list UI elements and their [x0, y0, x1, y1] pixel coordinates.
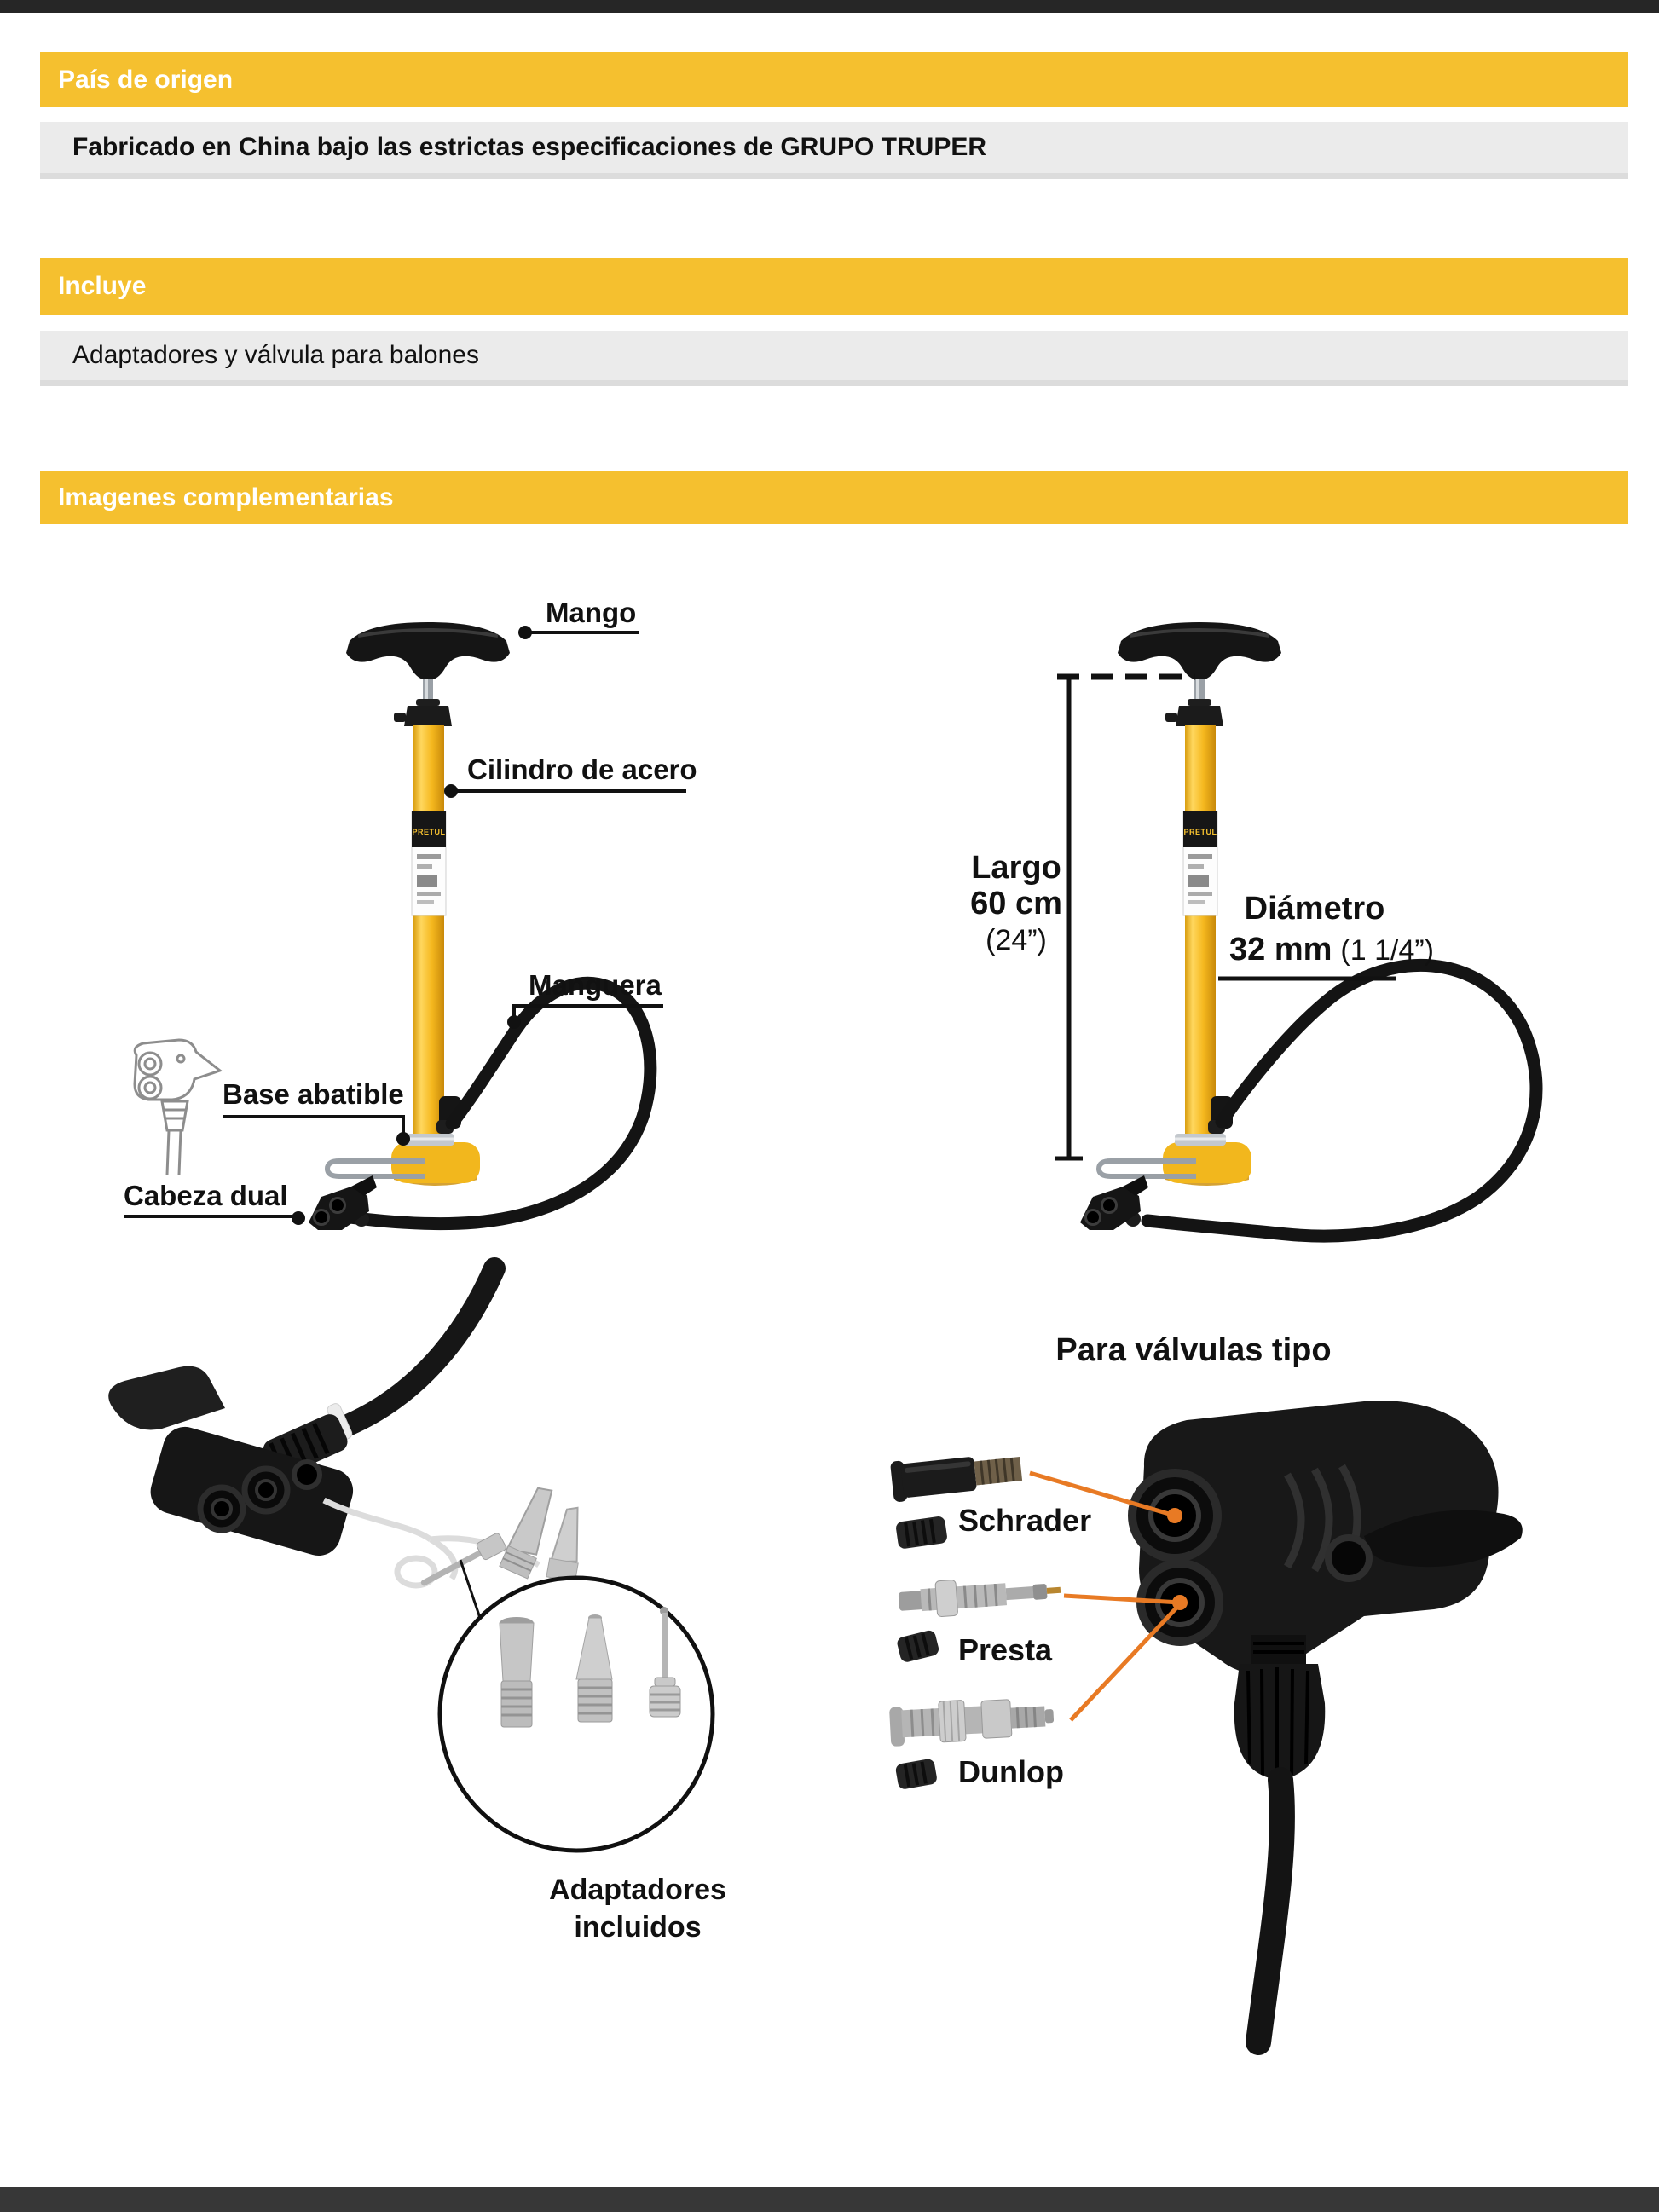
section-header-origin — [40, 52, 1628, 107]
thread-line — [928, 1589, 930, 1611]
knurled-nut — [981, 1700, 1012, 1739]
presta-cap-group — [896, 1629, 940, 1663]
leader-dot-manguera — [507, 1015, 521, 1029]
section-header-origin-label: País de origen — [58, 65, 234, 94]
label-largo: Largo — [971, 850, 1061, 886]
includes-text: Adaptadores y válvula para balones — [72, 341, 479, 369]
thread-line — [974, 1585, 976, 1608]
section-header-includes-label: Incluye — [58, 272, 147, 300]
head-port — [331, 1198, 345, 1213]
valve-pin — [1047, 1587, 1061, 1594]
adapters-caption-line1: Adaptadores — [549, 1874, 726, 1906]
label-manguera: Manguera — [529, 969, 662, 1001]
cap-clip — [394, 713, 406, 722]
cylinder-cap — [1176, 706, 1223, 726]
pump-illustration — [1080, 622, 1536, 1236]
label-dunlop: Dunlop — [958, 1754, 1064, 1789]
cone — [551, 1505, 586, 1566]
brand-text: PRETUL — [412, 828, 446, 836]
thread-line — [985, 1585, 986, 1607]
thread-line — [911, 1710, 913, 1737]
head-port — [315, 1210, 329, 1225]
thread-line — [922, 1709, 923, 1736]
dual-head — [309, 1175, 377, 1230]
valve-tip-thread — [1010, 1707, 1045, 1729]
knurled-nut — [935, 1580, 958, 1617]
schrader-valve — [890, 1448, 1091, 1550]
attached-adapter-cone — [546, 1505, 587, 1582]
inset-needle-rod — [662, 1613, 668, 1681]
pump-illustration — [309, 622, 650, 1230]
label-line — [1188, 900, 1205, 904]
leader-base — [223, 1117, 403, 1135]
presta-valve — [896, 1573, 1062, 1667]
section-header-images — [40, 471, 1628, 524]
lineart-cone — [162, 1101, 188, 1130]
dunlop-body-group — [889, 1695, 1055, 1747]
dimensioned-pump-figure — [938, 588, 1586, 1279]
thread-line — [1017, 1707, 1018, 1728]
adapters-caption-line2: incluidos — [574, 1911, 702, 1943]
rod-collar — [1188, 699, 1211, 706]
dual-head — [1080, 1175, 1148, 1230]
lineart-port-inner — [145, 1059, 155, 1069]
head-port — [1102, 1198, 1117, 1213]
label-line — [1188, 892, 1212, 896]
piston-rod-highlight — [425, 679, 428, 701]
lineart-pivot — [177, 1055, 184, 1062]
pump-cylinder — [1185, 725, 1216, 1144]
label-mango: Mango — [546, 597, 637, 628]
adapter-lanyard — [324, 1500, 539, 1585]
thread-line — [1034, 1707, 1035, 1727]
label-diametro-value — [1229, 932, 1434, 967]
label-cabeza: Cabeza dual — [124, 1180, 288, 1211]
leader-dot-cabeza — [292, 1211, 305, 1225]
dunlop-cap-group — [895, 1758, 939, 1790]
valves-title: Para válvulas tipo — [1055, 1332, 1332, 1368]
head-port-inner — [257, 1481, 275, 1499]
head-neck — [1251, 1635, 1306, 1664]
schrader-body-group — [890, 1448, 1023, 1503]
head-pivot — [294, 1462, 320, 1487]
label-line — [1188, 854, 1212, 859]
label-cilindro: Cilindro de acero — [467, 754, 697, 785]
label-line — [417, 864, 432, 869]
top-divider-bar — [0, 0, 1659, 13]
coupling-rib — [1306, 1671, 1308, 1764]
label-line — [417, 892, 441, 896]
label-line — [1188, 864, 1204, 869]
coupling-rib — [1262, 1669, 1263, 1775]
piston-rod-highlight — [1196, 679, 1199, 701]
leader-dot-cilindro — [444, 784, 458, 798]
coupling-rib — [1248, 1671, 1250, 1764]
label-schrader: Schrader — [958, 1503, 1092, 1538]
leader-dot-bottom-hole — [1172, 1595, 1188, 1610]
hose — [348, 1268, 494, 1425]
lineart-port-inner — [145, 1083, 155, 1093]
schrader-cap-group — [895, 1516, 948, 1550]
label-pictos — [417, 875, 437, 887]
diametro-mm: 32 mm — [1229, 932, 1332, 967]
thread-line — [995, 1584, 997, 1606]
leader-dunlop — [1071, 1604, 1180, 1720]
label-line — [417, 854, 441, 859]
cylinder-label — [1183, 811, 1217, 915]
leader-dot-base — [396, 1132, 410, 1146]
valve-tip-nut — [1032, 1584, 1047, 1600]
label-diametro: Diámetro — [1244, 891, 1385, 927]
bottom-divider-bar — [0, 2187, 1659, 2212]
diametro-inches: (1 1/4”) — [1340, 934, 1434, 967]
valve-tip — [1044, 1709, 1054, 1724]
section-content-includes — [40, 331, 1628, 386]
thread-line — [932, 1708, 934, 1736]
inset-cone2-thread — [578, 1679, 612, 1722]
needle-base — [476, 1532, 507, 1561]
origin-text: Fabricado en China bajo las estrictas especificaciones de GRUPO TRUPER — [72, 133, 987, 161]
presta-body-group — [898, 1573, 1061, 1620]
section-content-origin — [40, 122, 1628, 179]
adapters-figure — [51, 1279, 733, 1961]
hose — [1258, 1780, 1282, 2042]
section-header-images-label: Imagenes complementarias — [58, 482, 394, 511]
lineart-stem — [167, 1130, 181, 1175]
cylinder-cap — [404, 706, 452, 726]
cylinder-label — [412, 811, 446, 915]
dunlop-valve — [889, 1695, 1064, 1790]
cap-clip — [1165, 713, 1177, 722]
head-port-inner — [212, 1499, 231, 1518]
head-lever — [108, 1366, 225, 1430]
leader-dot-top-hole — [1167, 1508, 1182, 1523]
head-button — [1328, 1538, 1369, 1579]
inset-cone1-thread — [501, 1681, 532, 1727]
thread-line — [964, 1586, 966, 1608]
label-line — [417, 900, 434, 904]
callouts — [124, 597, 697, 1225]
leader-dot-mango — [518, 626, 532, 639]
label-presta: Presta — [958, 1632, 1053, 1667]
valve-types-figure — [887, 1321, 1569, 2054]
labeled-pump-figure — [51, 588, 699, 1279]
valve-head-illustration — [1132, 1401, 1523, 2042]
inset-cone1 — [500, 1623, 534, 1681]
label-largo-value: 60 cm — [970, 886, 1062, 921]
section-header-includes — [40, 258, 1628, 315]
inset-needle-collar — [655, 1678, 675, 1686]
dual-head-line-art — [135, 1040, 220, 1175]
brand-text: PRETUL — [1183, 828, 1217, 836]
label-pictos — [1188, 875, 1209, 887]
pump-cylinder — [413, 725, 444, 1144]
label-base: Base abatible — [223, 1078, 404, 1110]
inset-leader-line — [460, 1560, 480, 1618]
rod-collar — [416, 699, 440, 706]
head-port — [1086, 1210, 1101, 1225]
label-largo-inches: (24”) — [986, 924, 1047, 956]
valve-stem — [1006, 1586, 1036, 1600]
